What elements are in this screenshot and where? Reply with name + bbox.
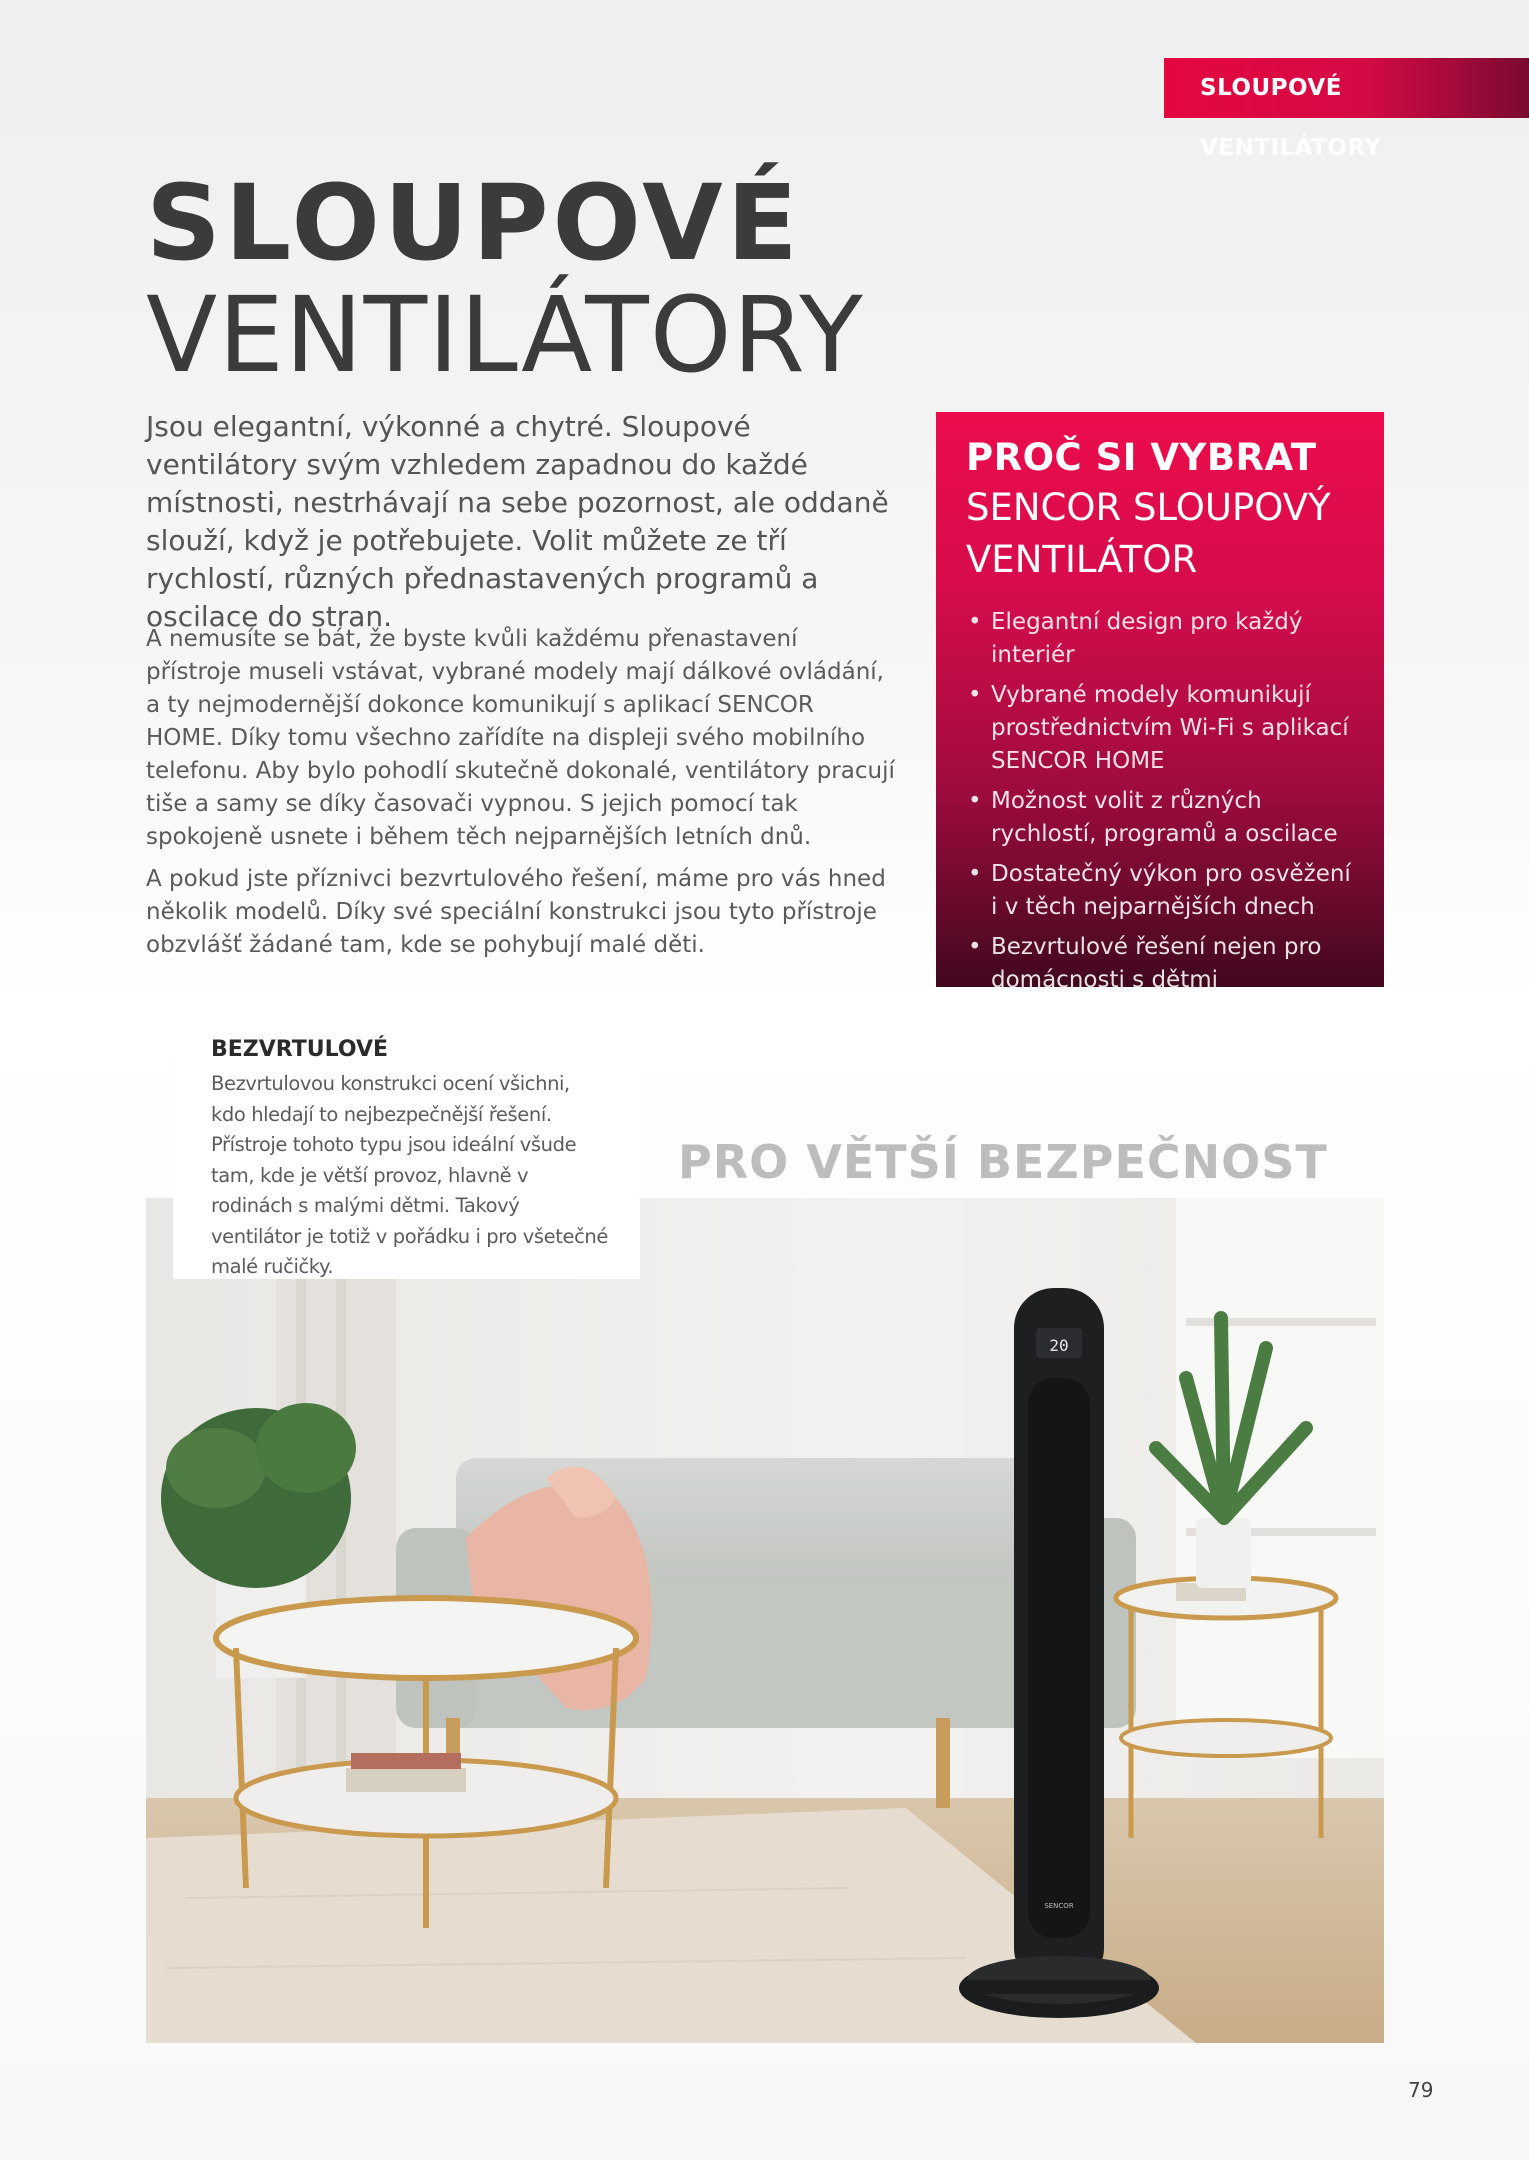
list-item-text: Možnost volit z různých rychlostí, programů a oscilace <box>991 788 1338 847</box>
list-item <box>966 606 1354 672</box>
card-title: BEZVRTULOVÉ <box>211 1037 388 1062</box>
why-box-list <box>966 606 1354 997</box>
why-box-title-line-1: SENCOR SLOUPOVÝ <box>966 486 1331 529</box>
bullet-icon: • <box>968 682 982 708</box>
why-box-title-bold: PROČ SI VYBRAT <box>966 436 1317 479</box>
section-tag: SLOUPOVÉ VENTILÁTORY <box>1164 58 1529 118</box>
list-item <box>966 858 1354 924</box>
bullet-icon: • <box>968 788 982 814</box>
body-paragraph-2: A pokud jste příznivci bezvrtulového řešení, máme pro vás hned několik modelů. Díky své speciální konstrukci jsou tyto přístroje obzvlášť žádané tam, kde se pohybují malé děti. <box>146 866 886 958</box>
why-box-title-line-2: VENTILÁTOR <box>966 538 1198 581</box>
safety-heading: PRO VĚTŠÍ BEZPEČNOST <box>678 1135 1328 1189</box>
why-choose-box <box>936 412 1384 993</box>
list-item <box>966 679 1354 778</box>
list-item-text: Vybrané modely komunikují prostřednictvím Wi-Fi s aplikací SENCOR HOME <box>991 682 1349 774</box>
page-number: 79 <box>1408 2078 1434 2102</box>
list-item <box>966 785 1354 851</box>
list-item-text: Dostatečný výkon pro osvěžení i v těch nejparnějších dnech <box>991 861 1351 920</box>
fan-brand-mark: SENCOR <box>1044 1902 1074 1910</box>
living-room-photo <box>146 1198 1384 2043</box>
intro-paragraph: Jsou elegantní, výkonné a chytré. Sloupové ventilátory svým vzhledem zapadnou do každé místnosti, nestrhávají na sebe pozornost, ale oddaně slouží, když je potřebujete. Volit můžete ze tří rychlostí, různých přednastavených programů a oscilace do stran. <box>146 410 889 633</box>
card-text: Bezvrtulovou konstrukci ocení všichni, kdo hledají to nejbezpečnější řešení. Přístroje tohoto typu jsou ideální všude tam, kde je větší provoz, hlavně v rodinách s malými dětmi. Takový ventilátor je totiž v pořádku i pro všetečné malé ručičky. <box>211 1072 608 1278</box>
bladeless-card <box>173 1023 640 1279</box>
bullet-icon: • <box>968 861 982 887</box>
page-title-light: VENTILÁTORY <box>146 274 864 396</box>
list-item <box>966 931 1354 997</box>
list-item-text: Elegantní design pro každý interiér <box>991 609 1303 668</box>
bullet-icon: • <box>968 609 982 635</box>
bullet-icon: • <box>968 934 982 960</box>
page-title-bold: SLOUPOVÉ <box>146 162 802 284</box>
body-paragraph-1: A nemusíte se bát, že byste kvůli každému přenastavení přístroje museli vstávat, vybrané modely mají dálkové ovládání, a ty nejmodernější dokonce komunikují s aplikací SENCOR HOME. Díky tomu všechno zařídíte na displeji svého mobilního telefonu. Aby bylo pohodlí skutečně dokonalé, ventilátory pracují tiše a samy se díky časovači vypnou. S jejich pomocí tak spokojeně usnete i během těch nejparnějších letních dnů. <box>146 626 895 850</box>
list-item-text: Bezvrtulové řešení nejen pro domácnosti s dětmi <box>991 934 1322 993</box>
fan-display-readout: 20 <box>1049 1336 1069 1355</box>
